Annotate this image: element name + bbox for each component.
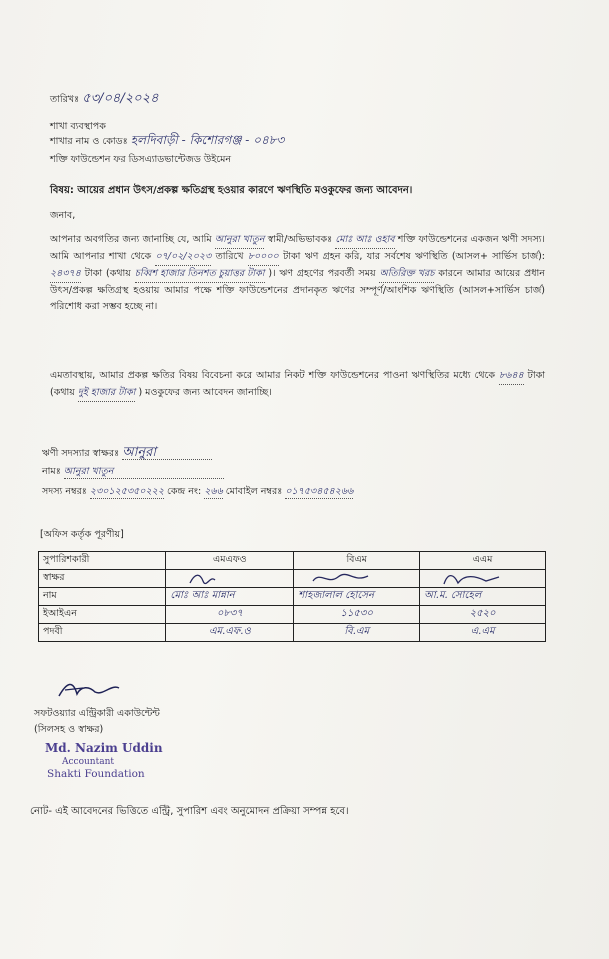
row-label-name: নাম bbox=[39, 588, 166, 606]
borrower-name: আনুরা খাতুন bbox=[215, 232, 265, 249]
branch-value: হলদিবাড়ী - কিশোরগঞ্জ - ০৪৮৩ bbox=[130, 133, 285, 147]
balance-amount: ২৪৩৭৪ bbox=[50, 266, 81, 283]
bm-ein: ১১৫৩০ bbox=[294, 606, 420, 624]
date-value: ৫৩/০৪/২০২৪ bbox=[82, 91, 159, 106]
org-line: শক্তি ফাউন্ডেশন ফর ডিসএ্যাডভান্টেজড উইমেন bbox=[50, 154, 232, 165]
am-ein: ২৫২০ bbox=[420, 606, 546, 624]
subject-text: আয়ের প্রধান উৎস/প্রকল্প ক্ষতিগ্রস্থ হওয়ার কারণে ঋণস্থিতি মওকুফের জন্য আবেদন। bbox=[77, 185, 413, 196]
member-id: ২৩০১২৫৩৫০২২২ bbox=[89, 486, 164, 497]
p1-text-8: কারনে আমার আয়ের প্রধান উৎস/প্রকল্প ক্ষতিগ্রস্থ হওয়ায় আমার পক্ষে শক্তি ফাউন্ডেশনের প্রদানকৃত ঋণের সম্পূর্ণ/আংশিক ঋণস্থিতি (আসল+সার্ভিস চার্জ) পরিশোধ করা সম্ভব হচ্ছে না। bbox=[50, 268, 545, 312]
accountant-role: সফটওয়্যার এন্ট্রিকারী একাউন্টেন্ট bbox=[34, 708, 160, 719]
mfo-name: মোঃ আঃ মান্নান bbox=[166, 588, 294, 606]
row-label-designation: পদবী bbox=[39, 624, 166, 642]
p2-text-2: টাকা (কথায় bbox=[50, 370, 545, 398]
mfo-ein: ০৮৩৭ bbox=[166, 606, 294, 624]
table-row bbox=[39, 606, 546, 624]
table-row bbox=[39, 570, 546, 588]
bm-designation: বি.এম bbox=[294, 624, 420, 642]
p1-text-3: শক্তি ফাউন্ডেশনের একজন ঋণী সদস্য। আমি আপনার শাখা থেকে bbox=[50, 234, 545, 262]
office-section-label: [অফিস কর্তৃক পূরণীয়] bbox=[40, 529, 124, 540]
footer-note: নোট- এই আবেদনের ভিত্তিতে এন্ট্রি, সুপারিশ এবং অনুমোদন প্রক্রিয়া সম্পন্ন হবে। bbox=[30, 806, 349, 817]
salutation: জনাব, bbox=[50, 210, 76, 221]
member-name: আনুরা খাতুন bbox=[64, 465, 224, 479]
row-label-ein: ইআইএন bbox=[39, 606, 166, 624]
col-header-bm: বিএম bbox=[294, 552, 420, 570]
paragraph-1 bbox=[50, 232, 545, 315]
recipient-title: শাখা ব্যবস্থাপক bbox=[50, 121, 106, 132]
mobile-number: ০১৭৫৩৪৫৪২৬৬ bbox=[285, 486, 354, 497]
p1-text-5: টাকা ঋণ গ্রহন করি, যার সর্বশেষ ঋণস্থিতি (আসল+ সার্ভিস চার্জ): bbox=[283, 251, 546, 262]
waive-amount: ৮৬৪৪ bbox=[499, 368, 524, 385]
paragraph-2 bbox=[50, 368, 545, 402]
member-name-line bbox=[42, 465, 224, 479]
am-name: আ.ম. সোহেল bbox=[420, 588, 546, 606]
balance-words: চব্বিশ হাজার তিনশত চুয়াত্তর টাকা bbox=[135, 266, 265, 283]
office-table bbox=[38, 551, 546, 642]
center-label: কেন্দ্র নং: bbox=[167, 486, 202, 497]
date-label: তারিখঃ bbox=[50, 94, 80, 105]
col-header-am: এএম bbox=[420, 552, 546, 570]
waive-words: দুই হাজার টাকা bbox=[78, 385, 136, 402]
mobile-label: মোবাইল নম্বরঃ bbox=[225, 486, 283, 497]
table-row bbox=[39, 624, 546, 642]
guardian-name: মোঃ আঃ ওহাব bbox=[335, 232, 394, 249]
date-line bbox=[50, 92, 159, 106]
p1-text-6: টাকা (কথায় bbox=[84, 268, 131, 279]
center-number: ২৬৬ bbox=[204, 486, 223, 497]
member-signature-line bbox=[42, 446, 212, 460]
member-id-line bbox=[42, 485, 353, 499]
member-signature: আনুরা bbox=[122, 446, 212, 460]
member-sig-label: ঋণী সদস্যার স্বাক্ষরঃ bbox=[42, 448, 120, 459]
loan-date: ০৭/০২/২০২৩ bbox=[155, 249, 211, 266]
bm-name: শাহজালাল হোসেন bbox=[294, 588, 420, 606]
am-signature bbox=[420, 570, 546, 588]
accountant-signature bbox=[55, 676, 125, 702]
subject-line bbox=[50, 184, 412, 197]
table-row bbox=[39, 588, 546, 606]
p1-text-2: স্বামী/অভিভাবকঃ bbox=[267, 234, 333, 245]
row-label-signature: স্বাক্ষর bbox=[39, 570, 166, 588]
p1-text-7: )। ঋণ গ্রহণের পরবর্তী সময় bbox=[268, 268, 376, 279]
p1-text-1: আপনার অবগতির জন্য জানাচ্ছি যে, আমি bbox=[50, 234, 212, 245]
mfo-signature bbox=[166, 570, 294, 588]
mfo-designation: এম.এফ.ও bbox=[166, 624, 294, 642]
office-header-row bbox=[39, 552, 546, 570]
stamp-title: Accountant bbox=[62, 757, 114, 767]
p2-text-3: ) মওকুফের জন্য আবেদন জানাচ্ছি। bbox=[138, 387, 272, 398]
branch-line bbox=[50, 134, 284, 148]
col-header-recommender: সুপারিশকারী bbox=[39, 552, 166, 570]
stamp-name: Md. Nazim Uddin bbox=[45, 741, 163, 755]
stamp-org: Shakti Foundation bbox=[47, 768, 145, 780]
seal-instruction: (সিলসহ ও স্বাক্ষর) bbox=[34, 724, 104, 735]
subject-label: বিষয়: bbox=[50, 185, 74, 196]
p1-text-4: তারিখে bbox=[215, 251, 244, 262]
branch-label: শাখার নাম ও কোডঃ bbox=[50, 136, 128, 147]
col-header-mfo: এমএফও bbox=[166, 552, 294, 570]
bm-signature bbox=[294, 570, 420, 588]
p2-text-1: এমতাবস্থায়, আমার প্রকল্প ক্ষতির বিষয় বিবেচনা করে আমার নিকট শক্তি ফাউন্ডেশনের পাওনা ঋণস্থিতির মধ্যে থেকে bbox=[50, 370, 495, 381]
member-id-label: সদস্য নম্বরঃ bbox=[42, 486, 87, 497]
loss-reason: অতিরিক্ত খরচ bbox=[379, 266, 434, 283]
am-designation: এ.এম bbox=[420, 624, 546, 642]
loan-amount: ৮০০০০ bbox=[248, 249, 279, 266]
member-name-label: নামঃ bbox=[42, 466, 61, 477]
